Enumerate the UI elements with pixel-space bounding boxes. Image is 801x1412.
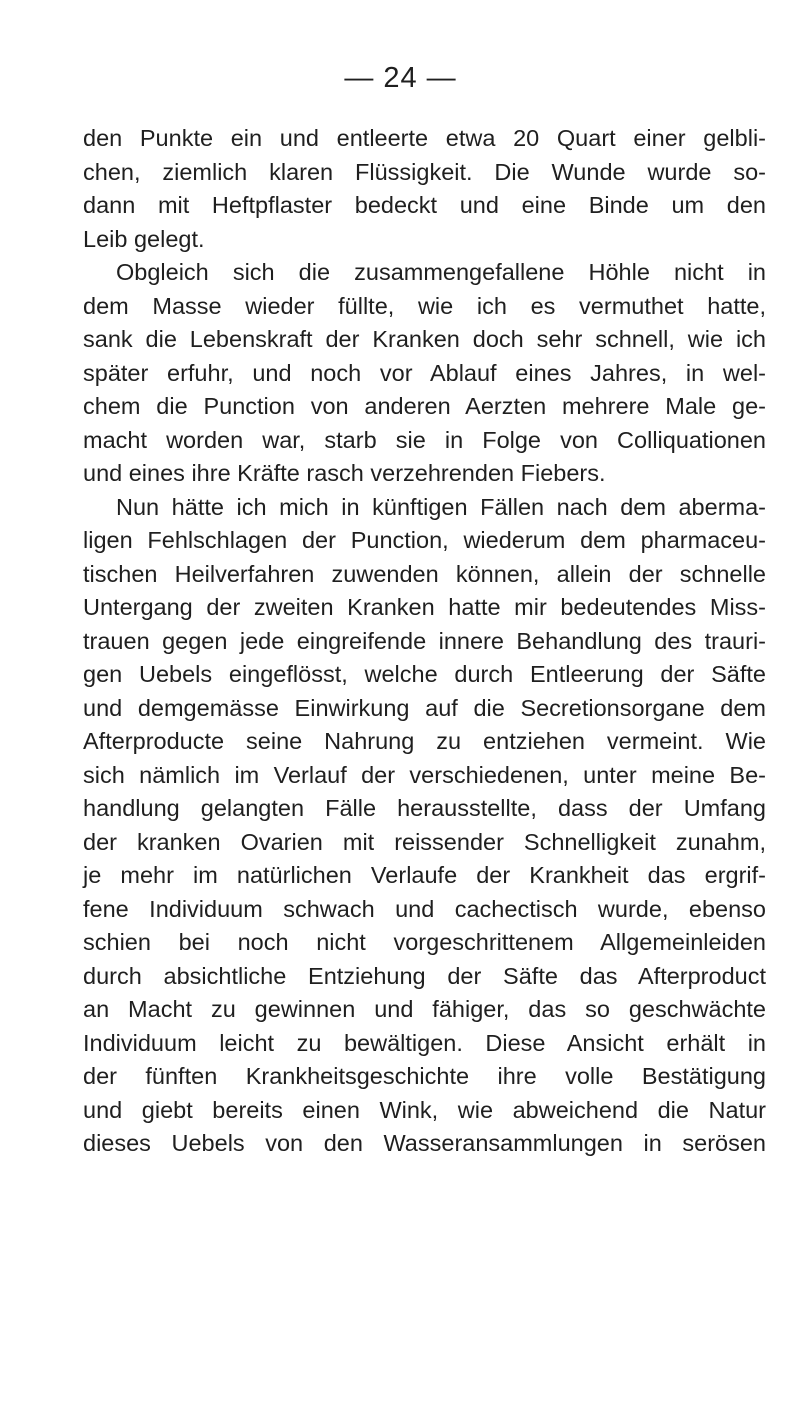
text-line: durch absichtliche Entziehung der Säfte das Afterproduct bbox=[83, 962, 766, 989]
text-line: und demgemässe Einwirkung auf die Secretionsorgane dem bbox=[83, 694, 766, 721]
text-line: schien bei noch nicht vorgeschrittenem Allgemeinleiden bbox=[83, 929, 766, 955]
text-line: später erfuhr, und noch vor Ablauf eines Jahres, in wel- bbox=[83, 359, 766, 386]
text-line: chem die Punction von anderen Aerzten mehrere Male ge- bbox=[83, 393, 766, 419]
text-line: fene Individuum schwach und cachectisch wurde, ebenso bbox=[83, 895, 766, 922]
text-line: ligen Fehlschlagen der Punction, wiederum dem pharmaceu- bbox=[83, 527, 766, 553]
text-line: Obgleich sich die zusammengefallene Höhle nicht in bbox=[116, 259, 766, 285]
text-line: und giebt bereits einen Wink, wie abweichend die Natur bbox=[83, 1096, 766, 1123]
text-line: der kranken Ovarien mit reissender Schnelligkeit zunahm, bbox=[83, 828, 766, 855]
text-line: Individuum leicht zu bewältigen. Diese Ansicht erhält in bbox=[83, 1029, 766, 1056]
text-line: dem Masse wieder füllte, wie ich es vermuthet hatte, bbox=[83, 292, 766, 319]
text-line: macht worden war, starb sie in Folge von Colliquationen bbox=[83, 426, 766, 453]
body-text bbox=[83, 122, 766, 1161]
text-line: Untergang der zweiten Kranken hatte mir bedeutendes Miss- bbox=[83, 594, 766, 620]
text-line: sich nämlich im Verlauf der verschiedenen, unter meine Be- bbox=[83, 761, 766, 788]
text-line: chen, ziemlich klaren Flüssigkeit. Die Wunde wurde so- bbox=[83, 158, 766, 185]
text-line: und eines ihre Kräfte rasch verzehrenden Fiebers. bbox=[83, 460, 606, 486]
page-number: — 24 — bbox=[344, 62, 457, 94]
text-line: Afterproducte seine Nahrung zu entziehen vermeint. Wie bbox=[83, 728, 766, 754]
text-line: Leib gelegt. bbox=[83, 225, 205, 252]
text-line: dieses Uebels von den Wasseransammlungen in serösen bbox=[83, 1130, 766, 1156]
text-line: gen Uebels eingeflösst, welche durch Entleerung der Säfte bbox=[83, 661, 766, 687]
text-line: der fünften Krankheitsgeschichte ihre volle Bestätigung bbox=[83, 1063, 766, 1089]
text-line: je mehr im natürlichen Verlaufe der Krankheit das ergrif- bbox=[83, 862, 766, 888]
text-line: den Punkte ein und entleerte etwa 20 Quart einer gelbli- bbox=[83, 125, 766, 151]
text-line: an Macht zu gewinnen und fähiger, das so geschwächte bbox=[83, 996, 766, 1022]
text-line: handlung gelangten Fälle herausstellte, dass der Umfang bbox=[83, 795, 766, 821]
text-line: sank die Lebenskraft der Kranken doch sehr schnell, wie ich bbox=[83, 326, 766, 352]
text-line: tischen Heilverfahren zuwenden können, allein der schnelle bbox=[83, 560, 766, 587]
text-line: trauen gegen jede eingreifende innere Behandlung des trauri- bbox=[83, 627, 766, 654]
text-line: Nun hätte ich mich in künftigen Fällen nach dem aberma- bbox=[116, 493, 766, 520]
text-line: dann mit Heftpflaster bedeckt und eine Binde um den bbox=[83, 192, 766, 218]
